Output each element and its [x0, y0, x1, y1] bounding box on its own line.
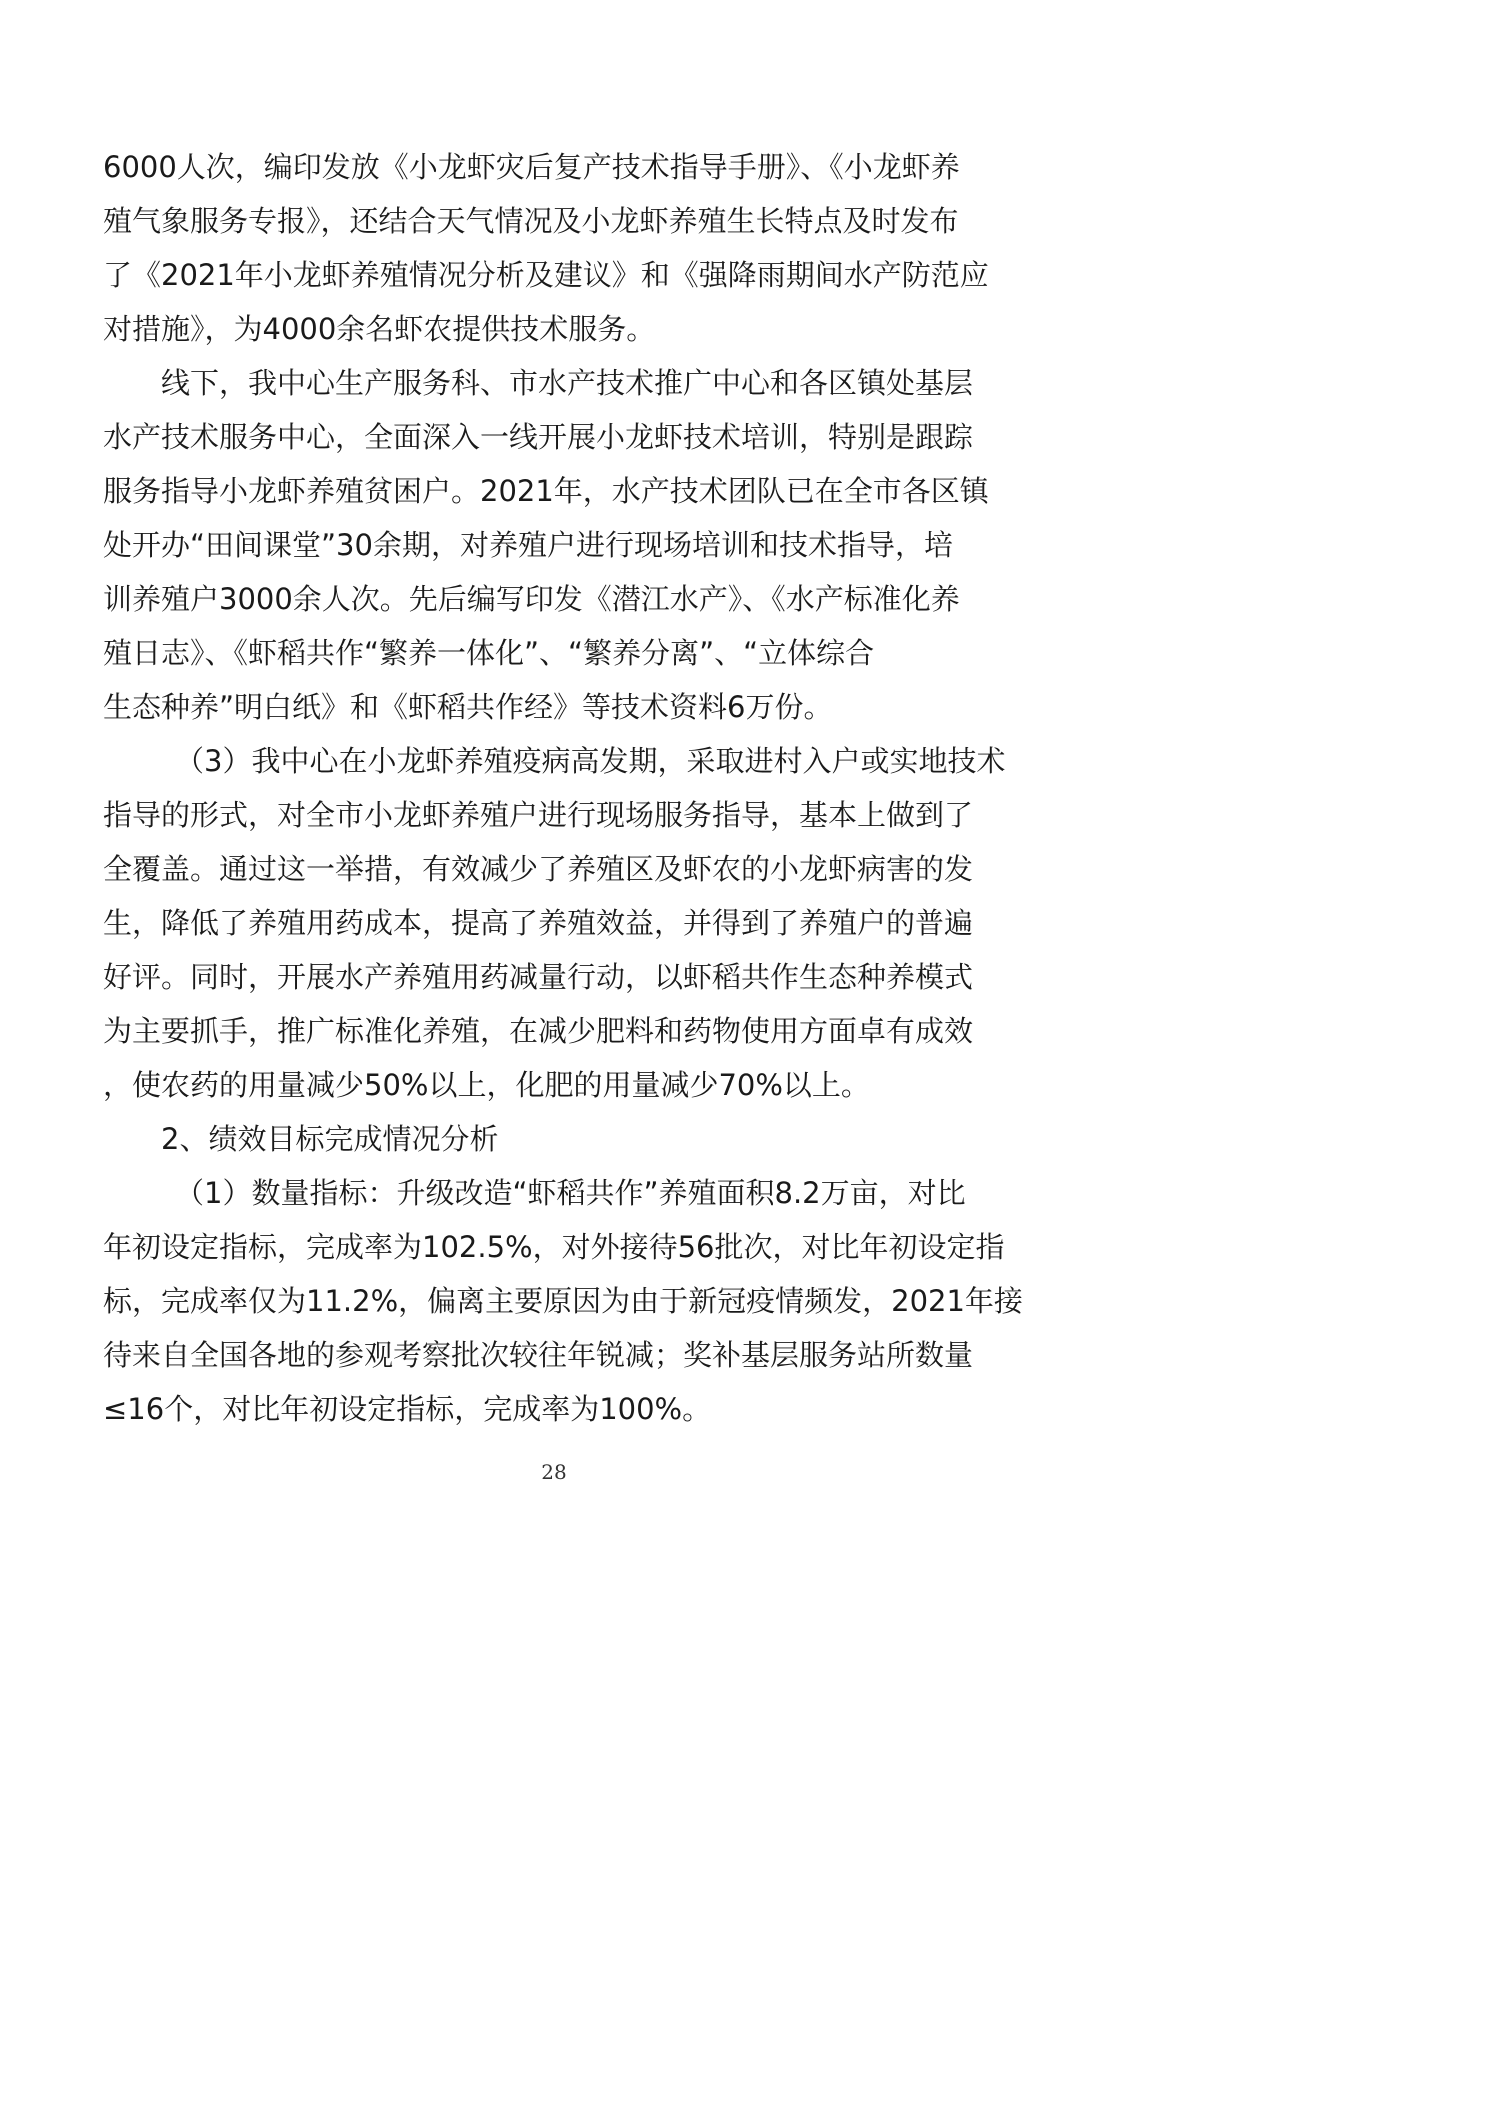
text-line: 好评。同时，开展水产养殖用药减量行动，以虾稻共作生态种养模式	[103, 960, 974, 994]
text-line: 标，完成率仅为11.2%，偏离主要原因为由于新冠疫情频发，2021年接	[103, 1284, 1023, 1318]
text-line: 全覆盖。通过这一举措，有效减少了养殖区及虾农的小龙虾病害的发	[103, 852, 974, 886]
text-line: 年初设定指标，完成率为102.5%，对外接待56批次，对比年初设定指	[103, 1230, 1005, 1264]
text-line: （3）我中心在小龙虾养殖疫病高发期，采取进村入户或实地技术	[175, 744, 1006, 778]
text-line: 为主要抓手，推广标准化养殖，在减少肥料和药物使用方面卓有成效	[103, 1014, 974, 1048]
text-line: 待来自全国各地的参观考察批次较往年锐减；奖补基层服务站所数量	[103, 1338, 974, 1372]
text-line: 2、绩效目标完成情况分析	[161, 1122, 499, 1156]
section-heading	[103, 1112, 998, 1166]
text-line: 生，降低了养殖用药成本，提高了养殖效益，并得到了养殖户的普遍	[103, 906, 974, 940]
text-line: （1）数量指标：升级改造“虾稻共作”养殖面积8.2万亩，对比	[175, 1176, 966, 1210]
text-line: ，使农药的用量减少50%以上，化肥的用量减少70%以上。	[103, 1068, 870, 1102]
text-line: 指导的形式，对全市小龙虾养殖户进行现场服务指导，基本上做到了	[103, 798, 974, 832]
document-body	[103, 140, 1023, 1436]
text-line: 生态种养”明白纸》和《虾稻共作经》等技术资料6万份。	[103, 690, 833, 724]
paragraph	[103, 1166, 1023, 1436]
text-line: 殖气象服务专报》，还结合天气情况及小龙虾养殖生长特点及时发布	[103, 204, 959, 238]
paragraph	[103, 140, 998, 356]
text-line: 处开办“田间课堂”30余期，对养殖户进行现场培训和技术指导，培	[103, 528, 953, 562]
text-line: 对措施》，为4000余名虾农提供技术服务。	[103, 312, 656, 346]
text-line: 线下，我中心生产服务科、市水产技术推广中心和各区镇处基层	[161, 366, 974, 400]
text-line: ≤16个，对比年初设定指标，完成率为100%。	[103, 1392, 712, 1426]
text-line: 水产技术服务中心，全面深入一线开展小龙虾技术培训，特别是跟踪	[103, 420, 974, 454]
text-line: 殖日志》、《虾稻共作“繁养一体化”、“繁养分离”、“立体综合	[103, 636, 875, 670]
text-line: 服务指导小龙虾养殖贫困户。2021年，水产技术团队已在全市各区镇	[103, 474, 989, 508]
text-line: 6000人次，编印发放《小龙虾灾后复产技术指导手册》、《小龙虾养	[103, 150, 960, 184]
text-line: 了《2021年小龙虾养殖情况分析及建议》和《强降雨期间水产防范应	[103, 258, 989, 292]
paragraph	[103, 734, 1006, 1112]
page-number: 28	[541, 1460, 567, 1484]
paragraph	[103, 356, 998, 734]
text-line: 训养殖户3000余人次。先后编写印发《潜江水产》、《水产标准化养	[103, 582, 960, 616]
